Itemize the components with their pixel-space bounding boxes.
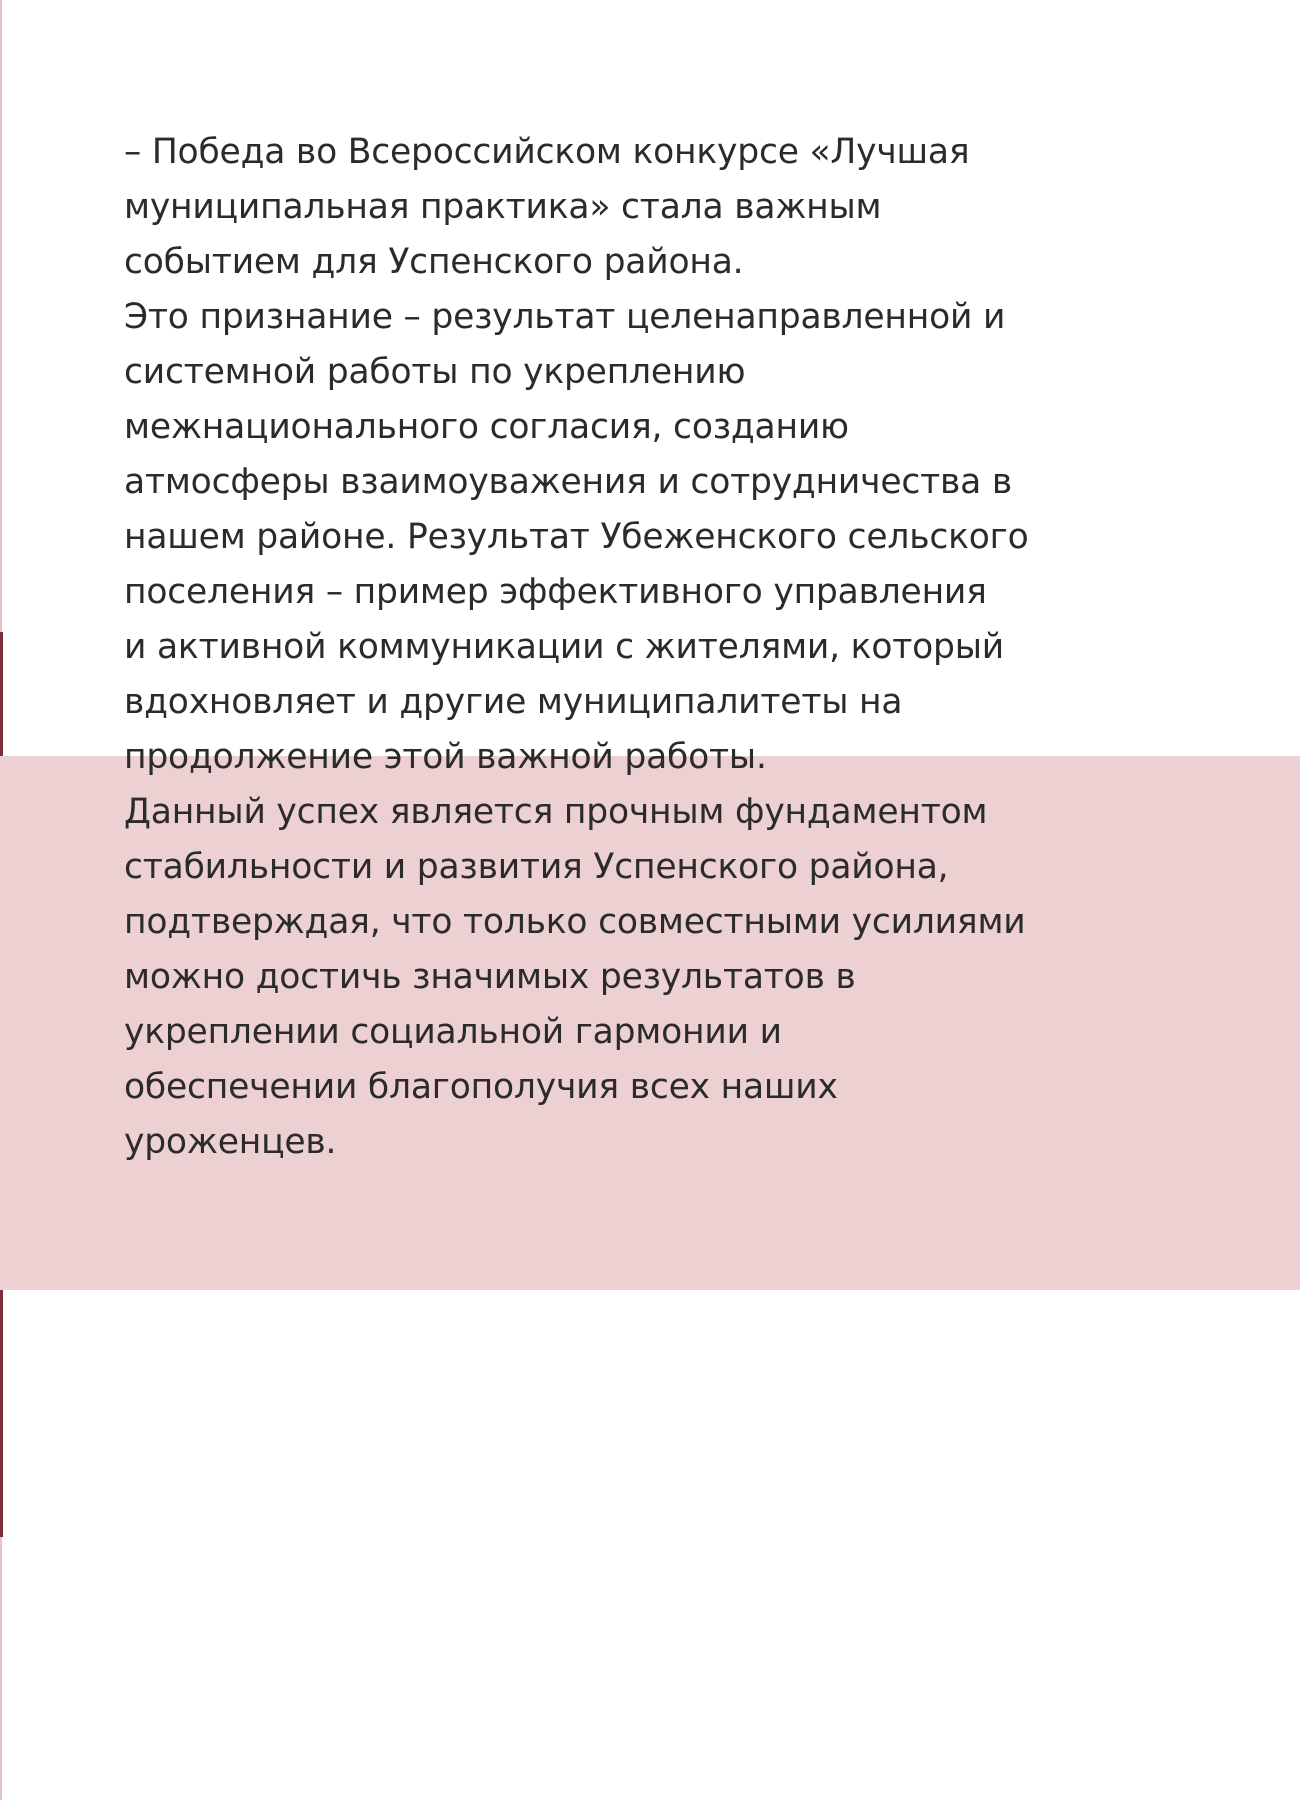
text-line: атмосферы взаимоуважения и сотрудничества в [124,462,1012,502]
text-line: поселения – пример эффективного управления [124,572,987,612]
text-line: Данный успех является прочным фундаментом [124,792,988,832]
text-line: обеспечении благополучия всех наших [124,1067,838,1107]
text-line: нашем районе. Результат Убеженского сельского [124,517,1029,557]
text-line: можно достичь значимых результатов в [124,957,856,997]
text-line: системной работы по укреплению [124,352,746,392]
text-line: муниципальная практика» стала важным [124,187,882,227]
text-line: вдохновляет и другие муниципалитеты на [124,682,903,722]
text-line: событием для Успенского района. [124,242,744,282]
text-line: межнационального согласия, созданию [124,407,849,447]
text-line: и активной коммуникации с жителями, который [124,627,1004,667]
text-line: продолжение этой важной работы. [124,737,767,777]
article-text [124,125,1124,1170]
text-line: уроженцев. [124,1122,337,1162]
text-line: укреплении социальной гармонии и [124,1012,782,1052]
text-line: Это признание – результат целенаправленной и [124,297,1006,337]
text-line: – Победа во Всероссийском конкурсе «Лучшая [124,132,970,172]
text-line: стабильности и развития Успенского района, [124,847,949,887]
text-line: подтверждая, что только совместными усилиями [124,902,1026,942]
